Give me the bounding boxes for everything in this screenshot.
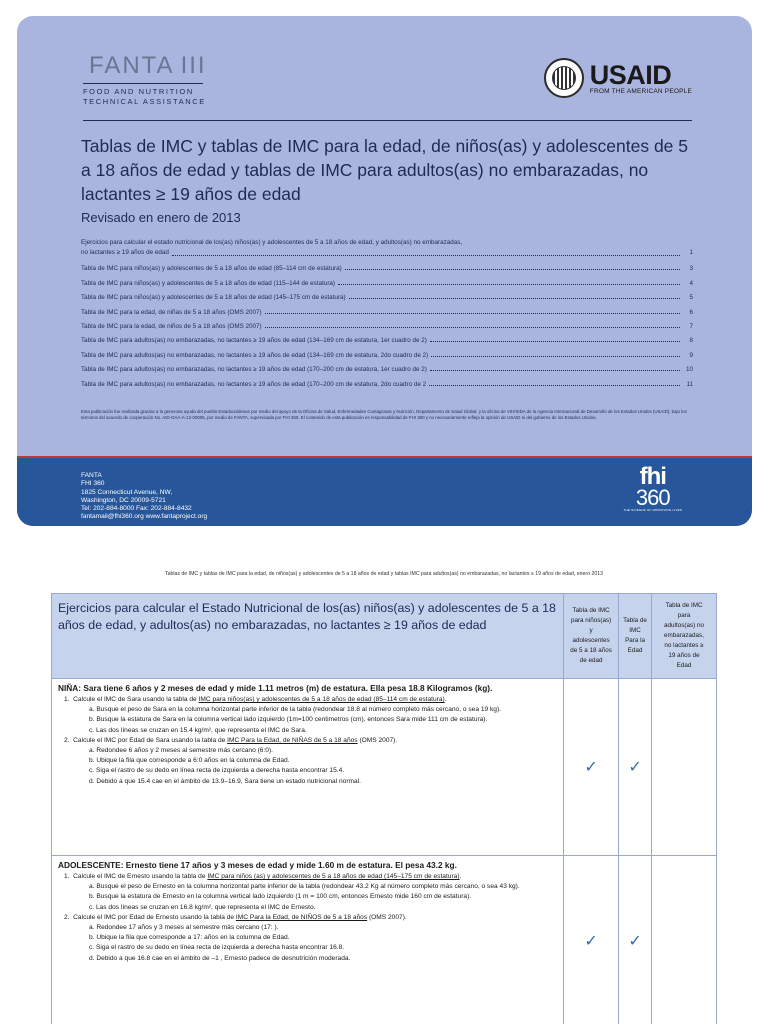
exercise-substep: a. Busque el peso de Ernesto en la columna horizontal parte inferior de la tabla (redondear 43.2 Kg al número completo más cercano, o sea 43 kg). <box>89 883 520 891</box>
table-link[interactable]: IMC para niños(as) y adolescentes de 5 a 18 años de edad (85–114 cm de estatura) <box>198 696 445 703</box>
check-cell <box>619 856 652 1024</box>
toc-entry[interactable] <box>81 272 693 286</box>
toc-entry-page: 1 <box>689 249 693 256</box>
table-link[interactable]: IMC Para la Edad, de NIÑOS de 5 a 18 años <box>235 913 368 921</box>
exercise-steps <box>58 872 559 964</box>
toc-entry-page: 6 <box>689 308 693 316</box>
fhi360-logo-top: fhi <box>639 463 666 490</box>
table-link[interactable]: IMC Para la Edad, de NIÑAS de 5 a 18 años <box>227 736 358 744</box>
fanta-logo-name: FANTA <box>89 52 175 79</box>
exercise-substep: a. Redondee 6 años y 2 meses al semestre más cercano (6:0). <box>89 747 273 755</box>
toc-entry[interactable] <box>81 316 693 330</box>
toc-entry[interactable] <box>81 287 693 301</box>
toc-entry[interactable] <box>81 359 693 373</box>
address-line: 1825 Connecticut Avenue, NW, <box>81 488 173 496</box>
exercise-substep: c. Las dos líneas se cruzan en 16.8 kg/m², que representa el IMC de Ernesto. <box>89 903 316 911</box>
toc-dot-leader <box>429 385 680 386</box>
column-header-adult-bmi: Tabla de IMC para adultos(as) no embarazadas, no lactantes ≥ 19 años de Edad <box>652 594 717 679</box>
check-cell <box>619 679 652 856</box>
usaid-seal-icon <box>544 58 584 98</box>
toc-entry-text: Tabla de IMC para la edad, de niñas de 5 a 18 años (OMS 2007) <box>81 308 262 316</box>
toc-entry-page: 5 <box>689 294 693 302</box>
funding-disclaimer: Esta publicación fue realizada gracias a la generosa ayuda del pueblo Estadounidense por medio del apoyo de la Oficina de Salud, Enfermedades Contagiosas y Nutrición, Departamento de Salud Global, y la oficina de VIH/SIDA de la Agencia Internacional de Desarrollo de los Estados Unidos (USAID), bajo los términos del acuerdo de cooperación No. AID-OAA-A-12-00005, por medio de FANTA, supervisada por FHI 360. El contenido de esta publicación es responsabilidad de FHI 360 y no necesariamente refleja la opinión de USAID ni del gobierno de los Estados Unidos. <box>81 409 687 420</box>
table-of-contents <box>81 238 693 388</box>
checkmark-icon: ✓ <box>584 759 598 776</box>
fhi360-logo <box>623 463 682 512</box>
usaid-logo <box>544 58 692 98</box>
toc-entry-text: no lactantes ≥ 19 años de edad <box>81 249 169 256</box>
fanta-logo-sub1: FOOD AND NUTRITION <box>83 87 194 96</box>
address-line[interactable]: fantamail@fhi360.org www.fantaproject.org <box>81 513 208 521</box>
exercise-substep: b. Busque la estatura de Sara en la columna vertical lado izquierdo (1m=100 centimetros (cm), entonces Sara mide 111 cm de estatura). <box>89 716 488 724</box>
toc-entry[interactable] <box>81 301 693 315</box>
address-line: FANTA <box>81 472 102 479</box>
usaid-wordmark: USAID <box>589 59 672 90</box>
toc-entry[interactable] <box>81 330 693 344</box>
toc-entry-page: 7 <box>689 322 693 330</box>
contact-address <box>81 472 207 522</box>
toc-entry[interactable] <box>81 373 693 387</box>
toc-dot-leader <box>430 341 680 342</box>
check-cell <box>564 679 619 856</box>
toc-dot-leader <box>338 284 680 285</box>
toc-entry-line1: Ejercicios para calcular el estado nutricional de los(as) niños(as) y adolescentes de 5 a 18 años de edad, y adultos(as) no embarazadas, <box>81 239 463 246</box>
exercise-step: 1. Calcule el IMC de Ernesto usando la tabla de IMC para niños (as) y adolescentes de 5 a 18 años de edad (145–175 cm de estatura). <box>64 873 462 880</box>
check-cell <box>564 856 619 1024</box>
cover-footer <box>17 458 752 526</box>
toc-dot-leader <box>265 313 680 314</box>
exercise-substep: a. Redondee 17 años y 3 meses al semestre más cercano (17: ). <box>89 924 279 932</box>
fanta-logo-sub2: TECHNICAL ASSISTANCE <box>83 97 206 106</box>
exercise-steps <box>58 695 559 787</box>
address-line: Tel: 202-884-8000 Fax: 202-884-8432 <box>81 505 192 513</box>
address-line: Washington, DC 20009-5721 <box>81 496 166 504</box>
toc-entry[interactable] <box>81 258 693 272</box>
check-cell <box>652 856 717 1024</box>
fanta-logo-wordmark <box>83 52 207 80</box>
toc-entry-page: 8 <box>689 337 693 345</box>
exercise-title: ADOLESCENTE: Ernesto tiene 17 años y 3 meses de edad y mide 1.60 m de estatura. El pesa 43.2 kg. <box>58 860 457 870</box>
column-header-bmi-for-age: Tabla de IMC Para la Edad <box>619 594 652 679</box>
toc-entry-text: Tabla de IMC para adultos(as) no embarazadas, no lactantes ≥ 19 años de edad (170–200 cm de estatura, 1er cuadro de 2) <box>81 366 427 374</box>
checkmark-icon: ✓ <box>628 932 642 950</box>
fanta-logo-roman: III <box>180 52 207 79</box>
fanta-logo-rule <box>83 83 203 84</box>
exercise-title: NIÑA: Sara tiene 6 años y 2 meses de edad y mide 1.11 metros (m) de estatura. Ella pesa 18.8 Kilogramos (kg). <box>58 683 493 693</box>
fhi360-logo-tag: THE SCIENCE OF IMPROVING LIVES <box>623 508 682 512</box>
exercise-substep: c. Siga el rastro de su dedo en línea recta de izquierda a derecha hasta encontrar 16.8. <box>89 944 345 952</box>
toc-entry-page: 4 <box>689 279 693 287</box>
exercise-description <box>52 679 564 856</box>
check-cell <box>652 679 717 856</box>
toc-dot-leader <box>265 327 680 328</box>
fanta-logo <box>83 52 207 107</box>
exercises-heading: Ejercicios para calcular el Estado Nutricional de los(as) niños(as) y adolescentes de 5 a 18 años de edad, y adultos(as) no embarazadas, no lactantes ≥ 19 años de edad <box>52 594 564 679</box>
toc-entry-page: 11 <box>686 380 693 388</box>
exercise-substep: b. Ubique la fila que corresponde a 17: años en la columna de Edad. <box>89 934 290 942</box>
table-link[interactable]: IMC para niños (as) y adolescentes de 5 a 18 años de edad (145–175 cm de estatura) <box>207 873 460 880</box>
toc-entry-text: Tabla de IMC para adultos(as) no embarazadas, no lactantes ≥ 19 años de edad (134–169 cm de estatura, 2do cuadro de 2) <box>81 351 429 359</box>
exercises-header-row <box>52 594 717 679</box>
exercise-substep: a. Busque el peso de Sara en la columna horizontal parte inferior de la tabla (redondear 18.8 al número completo más cercano, o sea 19 kg). <box>89 706 501 714</box>
cover-divider <box>83 120 692 121</box>
exercise-substep: d. Debido a que 16.8 cae en el ámbito de –1 , Ernesto padece de desnutrición moderada. <box>89 954 351 962</box>
toc-entry-text: Tabla de IMC para adultos(as) no embarazadas, no lactantes ≥ 19 años de edad (170–200 cm de estatura, 2do cuadro de 2 <box>81 380 427 388</box>
column-header-child-bmi: Tabla de IMC para niños(as) y adolescentes de 5 a 18 años de edad <box>564 594 619 679</box>
toc-entry-text: Tabla de IMC para adultos(as) no embarazadas, no lactantes ≥ 19 años de edad (134–169 cm de estatura, 1er cuadro de 2) <box>81 337 427 345</box>
exercises-table <box>51 593 717 1024</box>
checkmark-icon: ✓ <box>584 932 598 950</box>
toc-entry-text: Tabla de IMC para niños(as) y adolescentes de 5 a 18 años de edad (145–175 cm de estatura) <box>81 294 346 302</box>
toc-entry-page: 10 <box>685 366 693 374</box>
document-revised-date: Revisado en enero de 2013 <box>81 210 241 225</box>
running-header: Tablas de IMC y tablas de IMC para la edad, de niños(as) y adolescentes de 5 a 18 años de edad y tablas IMC para adultos(as) no embarazadas, no lactantes ≥ 19 años de edad, enero 2013 <box>164 571 603 577</box>
document-title: Tablas de IMC y tablas de IMC para la edad, de niños(as) y adolescentes de 5 a 18 años de edad y tablas de IMC para adultos(as) no embarazadas, no lactantes ≥ 19 años de edad <box>81 136 689 204</box>
exercise-step: 1. Calcule el IMC de Sara usando la tabla de IMC para niños(as) y adolescentes de 5 a 18 años de edad (85–114 cm de estatura). <box>64 696 447 703</box>
cover-page <box>17 16 752 526</box>
exercise-description <box>52 856 564 1024</box>
toc-entry[interactable] <box>81 238 693 258</box>
toc-entry[interactable] <box>81 344 693 358</box>
exercise-row-sara <box>52 679 717 856</box>
address-line: FHI 360 <box>81 480 105 488</box>
toc-dot-leader <box>172 255 680 256</box>
exercise-substep: d. Debido a que 15.4 cae en el ámbito de 13.9–16.9, Sara tiene un estado nutricional normal. <box>89 777 361 785</box>
usaid-tagline: FROM THE AMERICAN PEOPLE <box>589 87 692 95</box>
toc-entry-page: 9 <box>689 351 693 359</box>
toc-entry-text: Tabla de IMC para niños(as) y adolescentes de 5 a 18 años de edad (85–114 cm de estatura) <box>81 265 342 273</box>
checkmark-icon: ✓ <box>628 759 642 776</box>
toc-dot-leader <box>431 356 680 357</box>
exercise-substep: c. Siga el rastro de su dedo en línea recta de izquierda a derecha hasta encontrar 15.4. <box>89 767 345 775</box>
toc-dot-leader <box>349 298 680 299</box>
exercise-substep: c. Las dos líneas se cruzan en 15.4 kg/m², que representa el IMC de Sara. <box>89 726 307 734</box>
toc-entry-page: 3 <box>689 265 693 273</box>
exercise-step: 2. Calcule el IMC por Edad de Sara usando la tabla de IMC Para la Edad, de NIÑAS de 5 a 18 años (OMS 2007). <box>64 736 398 744</box>
exercise-substep: b. Busque la estatura de Ernesto en la columna vertical lado izquierdo (1 m = 100 cm, entonces Ernesto mide 160 cm de estatura). <box>89 893 472 901</box>
toc-dot-leader <box>345 269 680 270</box>
exercise-row-ernesto <box>52 856 717 1024</box>
toc-dot-leader <box>430 370 680 371</box>
toc-entry-text: Tabla de IMC para la edad, de niños de 5 a 18 años (OMS 2007) <box>81 322 262 330</box>
exercise-step: 2. Calcule el IMC por Edad de Ernesto usando la tabla de IMC Para la Edad, de NIÑOS de 5 a 18 años (OMS 2007). <box>64 913 407 921</box>
toc-entry-text: Tabla de IMC para niños(as) y adolescentes de 5 a 18 años de edad (115–144 de estatura) <box>81 279 336 287</box>
exercise-substep: b. Ubique la fila que corresponde a 6:0 años en la columna de Edad. <box>89 757 290 765</box>
fhi360-logo-bottom: 360 <box>635 485 670 510</box>
